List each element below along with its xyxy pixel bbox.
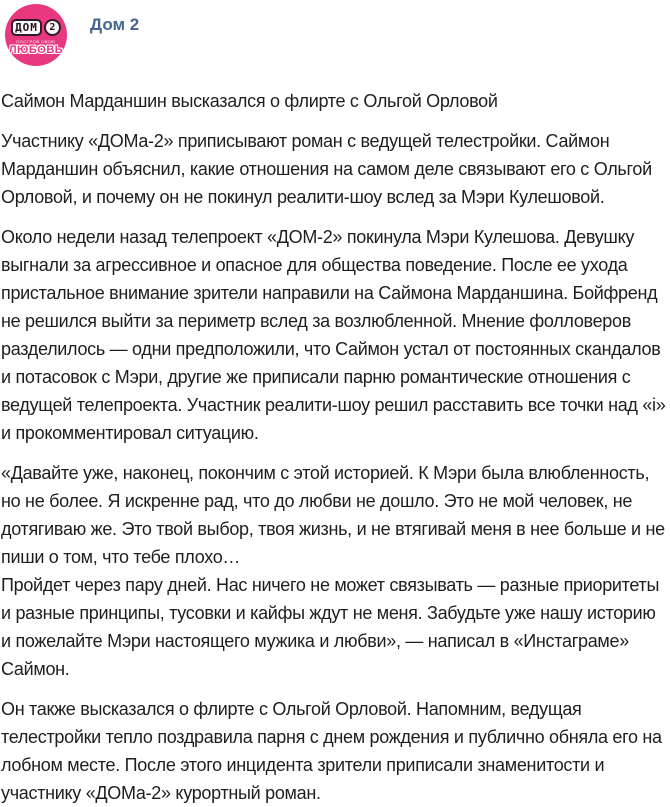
- article-paragraph: Около недели назад телепроект «ДОМ-2» покинула Мэри Кулешова. Девушку выгнали за агрессивное и опасное для общества поведение. После ее ухода пристальное внимание зрители направили на Саймона Марданшина. Бойфренд не решился выйти за периметр вслед за возлюбленной. Мнение фолловеров разделилось — одни предположили, что Саймон устал от постоянных скандалов и потасовок с Мэри, другие же приписали парню романтические отношения с ведущей телепроекта. Участник реалити-шоу решил расставить все точки над «i» и прокомментировал ситуацию.: [1, 227, 666, 443]
- article-paragraph: «Давайте уже, наконец, покончим с этой историей. К Мэри была влюбленность, но не более. Я искренне рад, что до любви не дошло. Это не мой человек, не дотягиваю же. Это твой выбор, твоя жизнь, и не втягивай меня в нее больше и не пиши о том, что тебе плохо…: [1, 463, 665, 567]
- article-paragraph: Пройдет через пару дней. Нас ничего не может связывать — разные приоритеты и разные принципы, тусовки и кайфы ждут не меня. Забудьте уже нашу историю и пожелайте Мэри настоящего мужика и любви», — написал в «Инстаграме» Саймон.: [1, 575, 660, 679]
- post-header: [1, 4, 667, 68]
- dom2-logo: [11, 19, 61, 36]
- logo-dom-text: ДОМ: [11, 19, 42, 36]
- article-paragraph: Он также высказался о флирте с Ольгой Орловой. Напомним, ведущая телестройки тепло поздравила парня с днем рождения и публично обняла его на лобном месте. После этого инцидента зрители приписали знаменитости и участнику «ДОМа-2» курортный роман.: [1, 699, 662, 803]
- logo-slogan-big: ЛЮБОВЬ: [8, 43, 64, 56]
- article-body: [1, 87, 667, 807]
- article-paragraph: Участнику «ДОМа-2» приписывают роман с ведущей телестройки. Саймон Марданшин объяснил, какие отношения на самом деле связывают его с Ольгой Орловой, и почему он не покинул реалити-шоу вслед за Мэри Кулешовой.: [1, 131, 652, 207]
- community-name-link[interactable]: Дом 2: [90, 15, 140, 34]
- community-avatar[interactable]: [5, 4, 67, 66]
- article-headline: Саймон Марданшин высказался о флирте с Ольгой Орловой: [1, 91, 498, 111]
- logo-2-badge: 2: [44, 19, 61, 36]
- logo-slogan-small: ПОСТРОЙ СВОЮ: [16, 38, 56, 44]
